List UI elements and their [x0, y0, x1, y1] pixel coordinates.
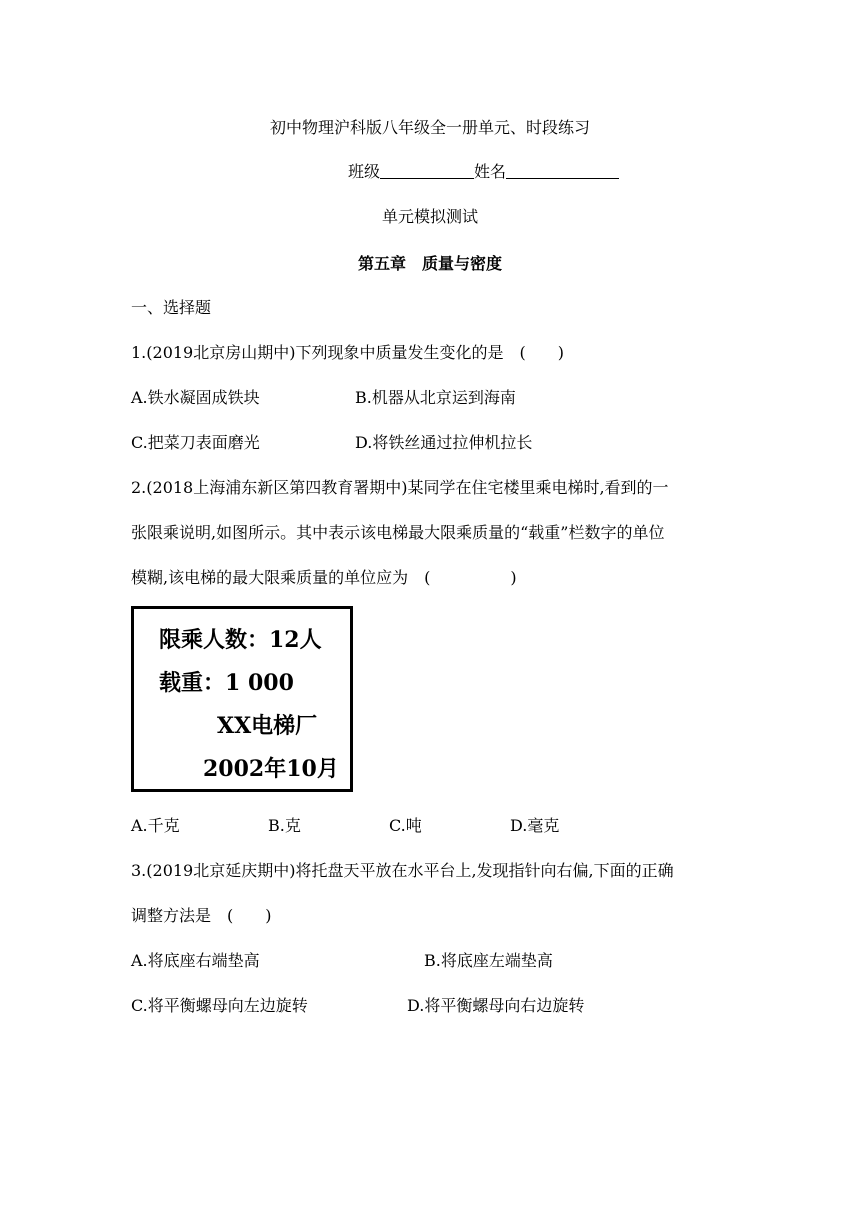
q3-option-d[interactable]: D.将平衡螺母向右边旋转 — [407, 996, 585, 1015]
q1-option-d[interactable]: D.将铁丝通过拉伸机拉长 — [355, 433, 533, 452]
name-label: 姓名 — [474, 162, 507, 181]
question-2-line-2: 张限乘说明,如图所示。其中表示该电梯最大限乘质量的“载重”栏数字的单位 — [131, 523, 665, 542]
name-blank[interactable] — [506, 162, 619, 179]
unit-test-title: 单元模拟测试 — [381, 207, 478, 226]
class-name-line — [348, 162, 619, 182]
class-label: 班级 — [348, 162, 381, 181]
q1-option-a[interactable]: A.铁水凝固成铁块 — [131, 388, 260, 407]
question-2-line-3: 模糊,该电梯的最大限乘质量的单位应为 ( ) — [131, 568, 517, 587]
q3-option-a[interactable]: A.将底座右端垫高 — [131, 951, 260, 970]
section-title: 一、选择题 — [131, 298, 212, 317]
q2-option-a[interactable]: A.千克 — [131, 816, 180, 835]
q2-option-c[interactable]: C.吨 — [389, 816, 422, 835]
notice-manufacturer: XX电梯厂 — [217, 713, 318, 739]
q2-option-d[interactable]: D.毫克 — [510, 816, 560, 835]
q3-option-c[interactable]: C.将平衡螺母向左边旋转 — [131, 996, 308, 1015]
document-title: 初中物理沪科版八年级全一册单元、时段练习 — [269, 118, 590, 137]
question-3-line-2: 调整方法是 ( ) — [131, 906, 272, 925]
q1-option-b[interactable]: B.机器从北京运到海南 — [355, 388, 516, 407]
notice-max-persons: 限乘人数：12人 — [159, 627, 322, 653]
q1-option-c[interactable]: C.把菜刀表面磨光 — [131, 433, 260, 452]
q2-option-b[interactable]: B.克 — [268, 816, 301, 835]
q3-option-b[interactable]: B.将底座左端垫高 — [424, 951, 553, 970]
question-2-line-1: 2.(2018上海浦东新区第四教育署期中)某同学在住宅楼里乘电梯时,看到的一 — [131, 478, 669, 497]
question-1-text: 1.(2019北京房山期中)下列现象中质量发生变化的是 ( ) — [131, 343, 564, 362]
chapter-title: 第五章 质量与密度 — [357, 254, 502, 273]
elevator-notice-figure — [131, 606, 353, 792]
notice-load: 载重：1 000 — [159, 670, 294, 696]
question-3-line-1: 3.(2019北京延庆期中)将托盘天平放在水平台上,发现指针向右偏,下面的正确 — [131, 861, 674, 880]
notice-date: 2002年10月 — [203, 756, 339, 782]
class-blank[interactable] — [380, 162, 474, 179]
